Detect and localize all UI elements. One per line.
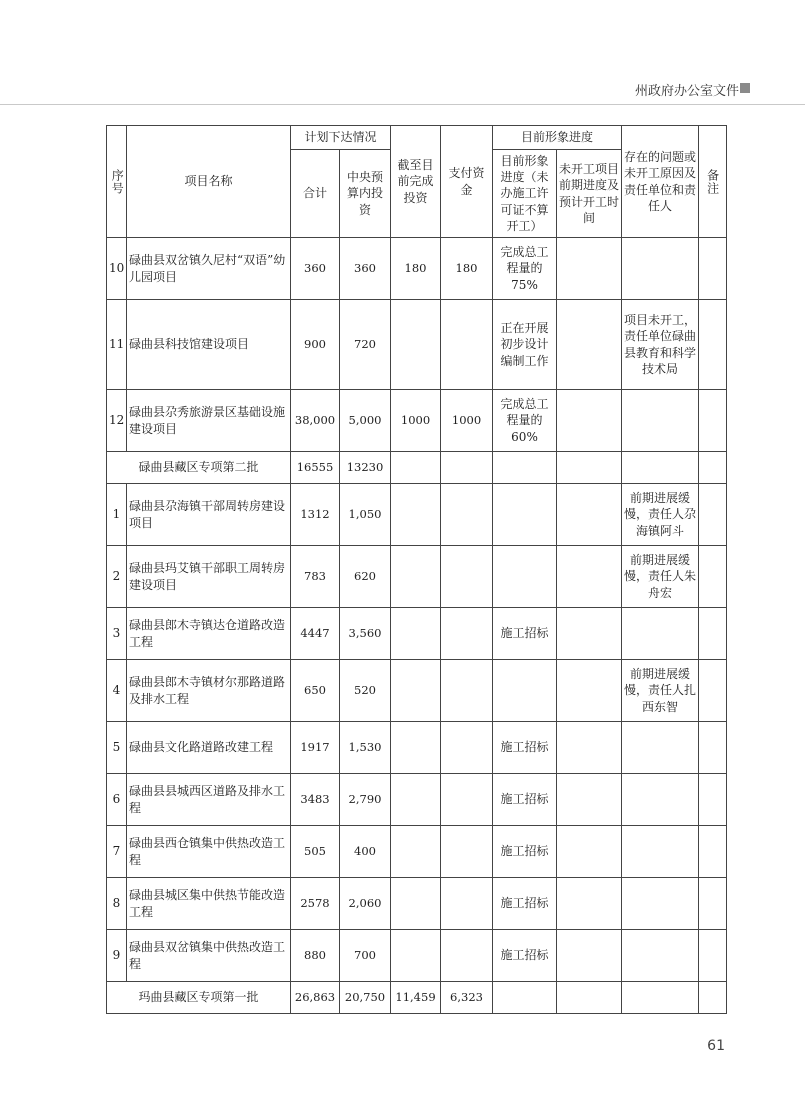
- seq-cell: 6: [107, 774, 127, 826]
- subtotal-name-cell: 玛曲县藏区专项第一批: [107, 982, 291, 1014]
- total-cell: 26,863: [291, 982, 340, 1014]
- payment-cell: 6,323: [441, 982, 493, 1014]
- completed-cell: [391, 608, 441, 660]
- progress-cell: 施工招标: [493, 722, 557, 774]
- issues-cell: 前期进展缓慢，责任人尕海镇阿斗: [622, 484, 699, 546]
- progress-cell: 施工招标: [493, 608, 557, 660]
- header-rule: [0, 104, 805, 105]
- payment-cell: [441, 826, 493, 878]
- header-completed: 截至目前完成投资: [391, 126, 441, 238]
- progress-cell: 完成总工程量的60%: [493, 390, 557, 452]
- central-cell: 400: [340, 826, 391, 878]
- table-row: [107, 546, 727, 608]
- central-cell: 520: [340, 660, 391, 722]
- not-started-cell: [557, 930, 622, 982]
- issues-cell: [622, 930, 699, 982]
- table-row: [107, 660, 727, 722]
- payment-cell: 180: [441, 238, 493, 300]
- seq-cell: 12: [107, 390, 127, 452]
- payment-cell: [441, 774, 493, 826]
- seq-cell: 1: [107, 484, 127, 546]
- subtotal-row: [107, 452, 727, 484]
- header-central: 中央预算内投资: [340, 150, 391, 238]
- table-row: [107, 608, 727, 660]
- progress-cell: 正在开展初步设计编制工作: [493, 300, 557, 390]
- seq-cell: 7: [107, 826, 127, 878]
- subtotal-row: [107, 982, 727, 1014]
- progress-cell: [493, 452, 557, 484]
- seq-cell: 5: [107, 722, 127, 774]
- not-started-cell: [557, 300, 622, 390]
- completed-cell: 11,459: [391, 982, 441, 1014]
- remarks-cell: [699, 452, 727, 484]
- issues-cell: [622, 878, 699, 930]
- central-cell: 13230: [340, 452, 391, 484]
- remarks-cell: [699, 878, 727, 930]
- table-row: [107, 238, 727, 300]
- progress-cell: [493, 982, 557, 1014]
- remarks-cell: [699, 300, 727, 390]
- table-row: [107, 930, 727, 982]
- central-cell: 3,560: [340, 608, 391, 660]
- not-started-cell: [557, 774, 622, 826]
- issues-cell: [622, 774, 699, 826]
- header-seq: 序号: [107, 126, 127, 238]
- total-cell: 2578: [291, 878, 340, 930]
- header-progress: 目前形象进度（未办施工许可证不算开工）: [493, 150, 557, 238]
- seq-cell: 4: [107, 660, 127, 722]
- issues-cell: 前期进展缓慢，责任人扎西东智: [622, 660, 699, 722]
- completed-cell: [391, 484, 441, 546]
- header-name: 项目名称: [127, 126, 291, 238]
- completed-cell: [391, 722, 441, 774]
- project-name-cell: 碌曲县郎木寺镇材尔那路道路及排水工程: [127, 660, 291, 722]
- seq-cell: 3: [107, 608, 127, 660]
- issues-cell: [622, 452, 699, 484]
- seq-cell: 11: [107, 300, 127, 390]
- project-table: [106, 125, 727, 1014]
- completed-cell: [391, 826, 441, 878]
- central-cell: 1,050: [340, 484, 391, 546]
- total-cell: 360: [291, 238, 340, 300]
- seq-cell: 9: [107, 930, 127, 982]
- central-cell: 720: [340, 300, 391, 390]
- payment-cell: [441, 452, 493, 484]
- payment-cell: [441, 484, 493, 546]
- completed-cell: [391, 452, 441, 484]
- table-row: [107, 878, 727, 930]
- project-name-cell: 碌曲县文化路道路改建工程: [127, 722, 291, 774]
- issues-cell: 前期进展缓慢，责任人朱舟宏: [622, 546, 699, 608]
- remarks-cell: [699, 484, 727, 546]
- total-cell: 4447: [291, 608, 340, 660]
- issues-cell: [622, 722, 699, 774]
- remarks-cell: [699, 238, 727, 300]
- payment-cell: [441, 930, 493, 982]
- remarks-cell: [699, 390, 727, 452]
- remarks-cell: [699, 930, 727, 982]
- total-cell: 1917: [291, 722, 340, 774]
- total-cell: 505: [291, 826, 340, 878]
- table-row: [107, 722, 727, 774]
- total-cell: 783: [291, 546, 340, 608]
- payment-cell: [441, 878, 493, 930]
- progress-cell: 施工招标: [493, 826, 557, 878]
- table-row: [107, 774, 727, 826]
- project-name-cell: 碌曲县尕海镇干部周转房建设项目: [127, 484, 291, 546]
- progress-cell: [493, 546, 557, 608]
- completed-cell: [391, 878, 441, 930]
- progress-cell: [493, 484, 557, 546]
- seq-cell: 2: [107, 546, 127, 608]
- remarks-cell: [699, 826, 727, 878]
- completed-cell: [391, 774, 441, 826]
- progress-cell: 施工招标: [493, 774, 557, 826]
- remarks-cell: [699, 982, 727, 1014]
- completed-cell: [391, 546, 441, 608]
- not-started-cell: [557, 608, 622, 660]
- table-row: [107, 826, 727, 878]
- issues-cell: [622, 826, 699, 878]
- total-cell: 3483: [291, 774, 340, 826]
- table-row: [107, 390, 727, 452]
- central-cell: 5,000: [340, 390, 391, 452]
- issues-cell: [622, 238, 699, 300]
- not-started-cell: [557, 452, 622, 484]
- completed-cell: 180: [391, 238, 441, 300]
- project-name-cell: 碌曲县双岔镇集中供热改造工程: [127, 930, 291, 982]
- not-started-cell: [557, 660, 622, 722]
- total-cell: 16555: [291, 452, 340, 484]
- header-progress-group: 目前形象进度: [493, 126, 622, 150]
- central-cell: 700: [340, 930, 391, 982]
- header-plan-group: 计划下达情况: [291, 126, 391, 150]
- central-cell: 1,530: [340, 722, 391, 774]
- central-cell: 20,750: [340, 982, 391, 1014]
- progress-cell: 施工招标: [493, 878, 557, 930]
- not-started-cell: [557, 722, 622, 774]
- not-started-cell: [557, 390, 622, 452]
- header-remarks: 备注: [699, 126, 727, 238]
- header-square-marker: [740, 83, 750, 93]
- not-started-cell: [557, 484, 622, 546]
- total-cell: 1312: [291, 484, 340, 546]
- project-name-cell: 碌曲县郎木寺镇达仓道路改造工程: [127, 608, 291, 660]
- central-cell: 360: [340, 238, 391, 300]
- total-cell: 650: [291, 660, 340, 722]
- remarks-cell: [699, 608, 727, 660]
- payment-cell: [441, 608, 493, 660]
- not-started-cell: [557, 826, 622, 878]
- project-name-cell: 碌曲县西仓镇集中供热改造工程: [127, 826, 291, 878]
- project-name-cell: 碌曲县双岔镇久尼村“双语”幼儿园项目: [127, 238, 291, 300]
- seq-cell: 10: [107, 238, 127, 300]
- central-cell: 2,790: [340, 774, 391, 826]
- payment-cell: [441, 722, 493, 774]
- project-name-cell: 碌曲县尕秀旅游景区基础设施建设项目: [127, 390, 291, 452]
- central-cell: 2,060: [340, 878, 391, 930]
- header-issues: 存在的问题或未开工原因及责任单位和责任人: [622, 126, 699, 238]
- project-name-cell: 碌曲县城区集中供热节能改造工程: [127, 878, 291, 930]
- remarks-cell: [699, 546, 727, 608]
- table-row: [107, 484, 727, 546]
- issues-cell: 项目未开工，责任单位碌曲县教育和科学技术局: [622, 300, 699, 390]
- payment-cell: [441, 660, 493, 722]
- header-total: 合计: [291, 150, 340, 238]
- completed-cell: [391, 930, 441, 982]
- issues-cell: [622, 608, 699, 660]
- table-row: [107, 300, 727, 390]
- not-started-cell: [557, 982, 622, 1014]
- central-cell: 620: [340, 546, 391, 608]
- page-number: 61: [707, 1038, 725, 1054]
- not-started-cell: [557, 238, 622, 300]
- project-name-cell: 碌曲县科技馆建设项目: [127, 300, 291, 390]
- issues-cell: [622, 390, 699, 452]
- progress-cell: [493, 660, 557, 722]
- progress-cell: 完成总工程量的75%: [493, 238, 557, 300]
- progress-cell: 施工招标: [493, 930, 557, 982]
- remarks-cell: [699, 660, 727, 722]
- remarks-cell: [699, 722, 727, 774]
- total-cell: 38,000: [291, 390, 340, 452]
- page-header: [0, 0, 805, 110]
- header-title: 州政府办公室文件: [634, 84, 739, 99]
- header-not-started: 未开工项目前期进度及预计开工时间: [557, 150, 622, 238]
- completed-cell: 1000: [391, 390, 441, 452]
- seq-cell: 8: [107, 878, 127, 930]
- subtotal-name-cell: 碌曲县藏区专项第二批: [107, 452, 291, 484]
- remarks-cell: [699, 774, 727, 826]
- total-cell: 900: [291, 300, 340, 390]
- total-cell: 880: [291, 930, 340, 982]
- issues-cell: [622, 982, 699, 1014]
- not-started-cell: [557, 546, 622, 608]
- project-name-cell: 碌曲县玛艾镇干部职工周转房建设项目: [127, 546, 291, 608]
- payment-cell: 1000: [441, 390, 493, 452]
- payment-cell: [441, 546, 493, 608]
- project-name-cell: 碌曲县县城西区道路及排水工程: [127, 774, 291, 826]
- completed-cell: [391, 300, 441, 390]
- payment-cell: [441, 300, 493, 390]
- not-started-cell: [557, 878, 622, 930]
- completed-cell: [391, 660, 441, 722]
- header-payment: 支付资金: [441, 126, 493, 238]
